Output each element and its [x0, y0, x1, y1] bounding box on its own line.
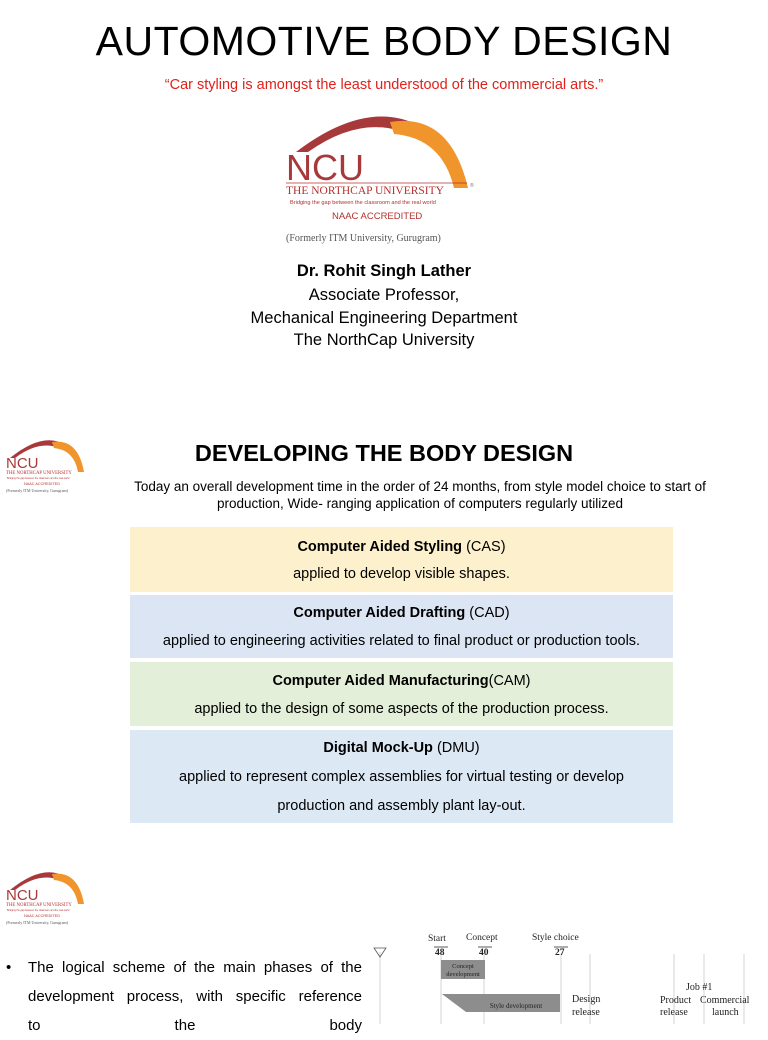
card-description: applied to the design of some aspects of the production process. [194, 701, 609, 717]
milestone-month-48: 48 [435, 948, 445, 958]
card-description-line: applied to represent complex assemblies for virtual testing or develop [179, 769, 624, 785]
milestone-style-choice-label: Style choice [532, 933, 579, 943]
ncu-logo [282, 108, 482, 248]
card-heading: Computer Aided Manufacturing(CAM) [272, 673, 531, 689]
bullet-text-line: to the body [28, 1017, 362, 1034]
product-release-label: release [660, 1007, 688, 1018]
design-release-label: Design [572, 994, 601, 1005]
card-cas [130, 527, 673, 592]
intro-line: Today an overall development time in the order of 24 months, from style model choice to start of [134, 479, 706, 494]
card-cad [130, 595, 673, 658]
product-release-label: Product [660, 995, 692, 1006]
card-dmu [130, 730, 673, 823]
logo-registered: ® [470, 183, 474, 189]
style-development-label: Style development [489, 1002, 543, 1010]
job-1-label: Job #1 [686, 982, 713, 993]
commercial-launch-label: Commercial [700, 995, 750, 1006]
logo-formerly: (Formerly ITM University, Gurugram) [6, 920, 68, 925]
slide-title: AUTOMOTIVE BODY DESIGN [95, 18, 673, 64]
intro-line: production, Wide- ranging application of computers regularly utilized [217, 496, 623, 511]
logo-tagline: Bridging the gap between the classroom and the real world [290, 200, 436, 206]
logo-formerly: (Formerly ITM University, Gurugram) [6, 488, 68, 493]
card-description: applied to engineering activities related to final product or production tools. [162, 633, 641, 649]
design-release-label: release [572, 1007, 600, 1018]
author-position: Associate Professor, [308, 286, 460, 304]
logo-arc-orange [390, 121, 468, 188]
card-cam [130, 662, 673, 726]
concept-development-label: Concept [452, 963, 474, 970]
milestone-start-label: Start [428, 934, 446, 944]
logo-accreditation: NAAC ACCREDITED [332, 211, 423, 222]
section-intro [100, 478, 740, 512]
bullet-marker: • [6, 959, 12, 976]
milestone-month-27: 27 [555, 948, 565, 958]
author-name: Dr. Rohit Singh Lather [296, 262, 472, 280]
card-heading: Computer Aided Styling (CAS) [297, 539, 506, 555]
logo-arc-orange [52, 874, 84, 904]
logo-tagline: Bridging the gap between the classroom and the real world [7, 477, 70, 480]
bullet-text-line: development process, with specific reference [28, 988, 362, 1005]
milestone-concept-label: Concept [466, 933, 498, 943]
logo-abbrev: NCU [6, 887, 39, 904]
logo-accreditation: NAAC ACCREDITED [24, 482, 61, 486]
card-heading: Computer Aided Drafting (CAD) [293, 605, 510, 621]
logo-accreditation: NAAC ACCREDITED [24, 914, 61, 918]
concept-development-label: development [446, 971, 480, 978]
card-description: applied to develop visible shapes. [293, 566, 510, 582]
author-department: Mechanical Engineering Department [250, 309, 518, 327]
card-description-line: production and assembly plant lay-out. [277, 798, 526, 814]
logo-formerly: (Formerly ITM University, Gurugram) [286, 233, 441, 244]
bullet-text-line: The logical scheme of the main phases of the [28, 959, 362, 976]
slide-quote: “Car styling is amongst the least understood of the commercial arts.” [164, 77, 604, 93]
commercial-launch-label: launch [712, 1007, 739, 1018]
section-title: DEVELOPING THE BODY DESIGN [194, 440, 574, 466]
ncu-logo-small [4, 868, 88, 930]
logo-name: THE NORTHCAP UNIVERSITY [6, 471, 72, 476]
author-university: The NorthCap University [293, 331, 475, 349]
logo-abbrev: NCU [6, 455, 39, 472]
development-phase-diagram [366, 924, 768, 1024]
logo-name: THE NORTHCAP UNIVERSITY [286, 185, 444, 197]
logo-abbrev: NCU [286, 147, 364, 188]
logo-tagline: Bridging the gap between the classroom and the real world [7, 909, 70, 912]
bullet-text [28, 953, 362, 1040]
milestone-month-40: 40 [479, 948, 489, 958]
card-description [130, 763, 673, 821]
card-heading: Digital Mock-Up (DMU) [323, 740, 480, 756]
logo-name: THE NORTHCAP UNIVERSITY [6, 903, 72, 908]
